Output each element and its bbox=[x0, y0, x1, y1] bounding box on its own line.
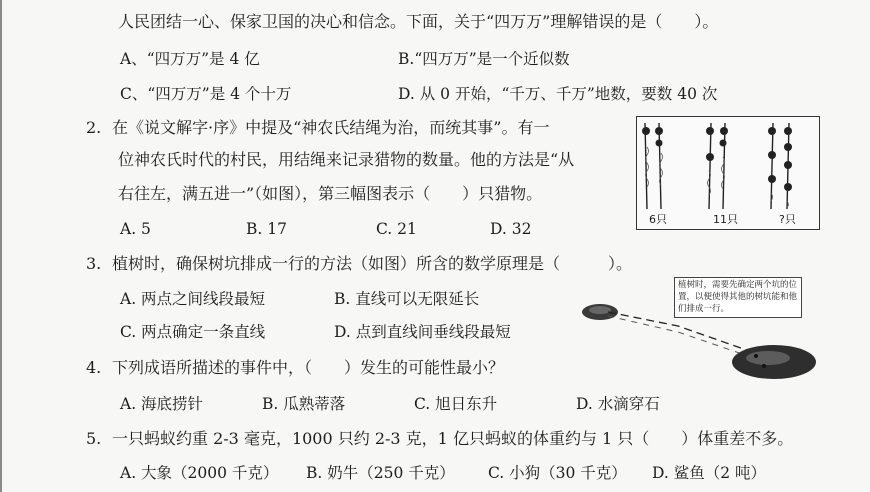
q5-number: 5. bbox=[86, 429, 102, 448]
q5-option-c[interactable]: C. 小狗（30 千克） bbox=[488, 464, 627, 482]
q2-number: 2. bbox=[86, 118, 102, 137]
q3-option-b[interactable]: B. 直线可以无限延长 bbox=[334, 290, 480, 308]
page-left-edge bbox=[0, 0, 2, 492]
q4-option-c[interactable]: C. 旭日东升 bbox=[414, 395, 498, 413]
q1-option-a[interactable]: A、“四万万”是 4 亿 bbox=[120, 50, 260, 68]
q2-text-line2: 位神农氏时代的村民，用结绳来记录猎物的数量。他的方法是“从 bbox=[118, 150, 575, 169]
q4-number: 4. bbox=[86, 358, 102, 377]
q3-option-a[interactable]: A. 两点之间线段最短 bbox=[120, 290, 266, 308]
q4-option-b[interactable]: B. 瓜熟蒂落 bbox=[262, 395, 346, 413]
q1-text: 人民团结一心、保家卫国的决心和信念。下面，关于“四万万”理解错误的是（ ）。 bbox=[118, 12, 719, 31]
rope-caption-2: 11只 bbox=[713, 213, 738, 226]
q2-option-a[interactable]: A. 5 bbox=[120, 220, 151, 238]
q2-option-c[interactable]: C. 21 bbox=[376, 220, 417, 238]
q4-option-a[interactable]: A. 海底捞针 bbox=[120, 395, 204, 413]
q1-option-d[interactable]: D. 从 0 开始，“千万、千万”地数，要数 40 次 bbox=[398, 85, 718, 103]
rope-caption-1: 6只 bbox=[649, 213, 667, 226]
rope-caption-3: ?只 bbox=[779, 213, 796, 226]
q1-option-c[interactable]: C、“四万万”是 4 个十万 bbox=[120, 85, 292, 103]
knotted-rope-figure bbox=[636, 116, 820, 230]
q3-option-c[interactable]: C. 两点确定一条直线 bbox=[120, 323, 266, 341]
tree-planting-note: 植树时，需要先确定两个坑的位置，以便使得其他的树坑能和他们排成一行。 bbox=[674, 277, 802, 318]
q3-text: 植树时，确保树坑排成一行的方法（如图）所含的数学原理是（ ）。 bbox=[112, 254, 633, 273]
q4-text: 下列成语所描述的事件中，（ ）发生的可能性最小？ bbox=[112, 358, 505, 377]
q2-text-line1: 在《说文解字·序》中提及“神农氏结绳为治，而统其事”。有一 bbox=[112, 118, 550, 137]
q2-option-b[interactable]: B. 17 bbox=[246, 220, 287, 238]
q2-text-line3: 右往左，满五进一”（如图），第三幅图表示（ ）只猎物。 bbox=[118, 184, 543, 203]
q5-option-d[interactable]: D. 鲨鱼（2 吨） bbox=[652, 464, 767, 482]
q1-option-b[interactable]: B.“四万万”是一个近似数 bbox=[398, 50, 570, 68]
q5-text: 一只蚂蚁约重 2-3 毫克，1000 只约 2-3 克，1 亿只蚂蚁的体重约与 1 只（ ）体重差不多。 bbox=[112, 429, 794, 448]
q3-option-d[interactable]: D. 点到直线间垂线段最短 bbox=[334, 323, 511, 341]
q5-option-a[interactable]: A. 大象（2000 千克） bbox=[120, 464, 279, 482]
q2-option-d[interactable]: D. 32 bbox=[490, 220, 532, 238]
q3-number: 3. bbox=[86, 254, 102, 273]
q5-option-b[interactable]: B. 奶牛（250 千克） bbox=[306, 464, 455, 482]
q4-option-d[interactable]: D. 水滴穿石 bbox=[576, 395, 660, 413]
